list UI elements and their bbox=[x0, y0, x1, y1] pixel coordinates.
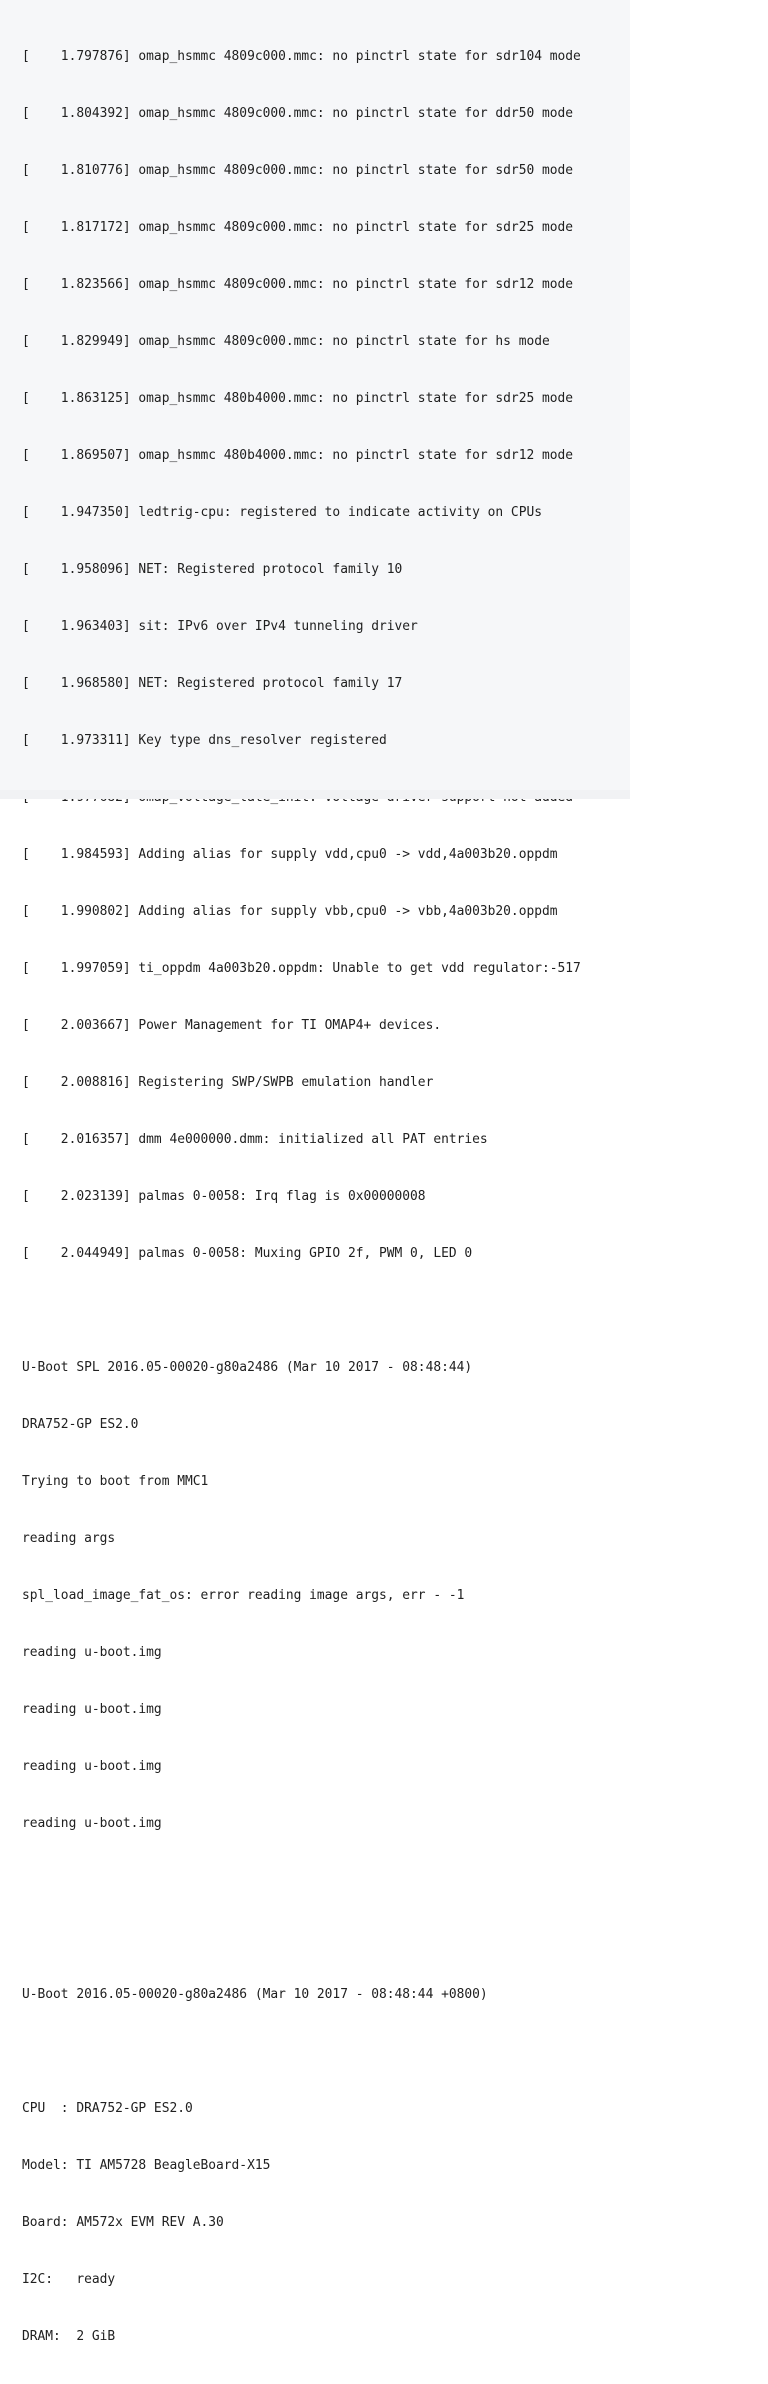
log-line: [ 1.968580] NET: Registered protocol family 17 bbox=[22, 676, 403, 691]
log-line: U-Boot SPL 2016.05-00020-g80a2486 (Mar 10 2017 - 08:48:44) bbox=[22, 1360, 473, 1375]
log-line: [ 1.797876] omap_hsmmc 4809c000.mmc: no pinctrl state for sdr104 mode bbox=[22, 49, 581, 64]
log-line: Board: AM572x EVM REV A.30 bbox=[22, 2215, 224, 2230]
console-log bbox=[22, 9, 581, 2384]
log-line bbox=[22, 1928, 581, 1947]
log-line: reading u-boot.img bbox=[22, 1702, 162, 1717]
log-line: [ 1.963403] sit: IPv6 over IPv4 tunneling driver bbox=[22, 619, 418, 634]
log-line: [ 1.810776] omap_hsmmc 4809c000.mmc: no pinctrl state for sdr50 mode bbox=[22, 163, 574, 178]
log-line: [ 1.984593] Adding alias for supply vdd,cpu0 -> vdd,4a003b20.oppdm bbox=[22, 847, 558, 862]
log-line: [ 1.804392] omap_hsmmc 4809c000.mmc: no pinctrl state for ddr50 mode bbox=[22, 106, 574, 121]
log-line: [ 1.990802] Adding alias for supply vbb,cpu0 -> vbb,4a003b20.oppdm bbox=[22, 904, 558, 919]
log-line: reading u-boot.img bbox=[22, 1816, 162, 1831]
log-line: reading u-boot.img bbox=[22, 1759, 162, 1774]
log-line: [ 1.947350] ledtrig-cpu: registered to indicate activity on CPUs bbox=[22, 505, 542, 520]
log-line bbox=[22, 1301, 581, 1320]
log-line: Trying to boot from MMC1 bbox=[22, 1474, 209, 1489]
log-line: DRAM: 2 GiB bbox=[22, 2329, 116, 2344]
log-line: [ 1.973311] Key type dns_resolver registered bbox=[22, 733, 387, 748]
log-line: CPU : DRA752-GP ES2.0 bbox=[22, 2101, 193, 2116]
log-line: [ 2.003667] Power Management for TI OMAP4+ devices. bbox=[22, 1018, 442, 1033]
log-line: [ 1.829949] omap_hsmmc 4809c000.mmc: no pinctrl state for hs mode bbox=[22, 334, 550, 349]
log-line: [ 1.823566] omap_hsmmc 4809c000.mmc: no pinctrl state for sdr12 mode bbox=[22, 277, 574, 292]
log-line: reading args bbox=[22, 1531, 116, 1546]
log-line: [ 1.863125] omap_hsmmc 480b4000.mmc: no pinctrl state for sdr25 mode bbox=[22, 391, 574, 406]
log-line: I2C: ready bbox=[22, 2272, 116, 2287]
log-line: [ 2.016357] dmm 4e000000.dmm: initialized all PAT entries bbox=[22, 1132, 488, 1147]
log-line: Model: TI AM5728 BeagleBoard-X15 bbox=[22, 2158, 271, 2173]
log-line: U-Boot 2016.05-00020-g80a2486 (Mar 10 2017 - 08:48:44 +0800) bbox=[22, 1987, 488, 2002]
log-line bbox=[22, 2042, 581, 2061]
log-line: [ 1.869507] omap_hsmmc 480b4000.mmc: no pinctrl state for sdr12 mode bbox=[22, 448, 574, 463]
log-line: [ 1.817172] omap_hsmmc 4809c000.mmc: no pinctrl state for sdr25 mode bbox=[22, 220, 574, 235]
log-line bbox=[22, 1871, 581, 1890]
log-line: [ 2.044949] palmas 0-0058: Muxing GPIO 2f, PWM 0, LED 0 bbox=[22, 1246, 473, 1261]
log-line: [ 1.997059] ti_oppdm 4a003b20.oppdm: Unable to get vdd regulator:-517 bbox=[22, 961, 581, 976]
blank-right-area bbox=[630, 0, 768, 799]
log-line: reading u-boot.img bbox=[22, 1645, 162, 1660]
log-line: [ 1.958096] NET: Registered protocol family 10 bbox=[22, 562, 403, 577]
bottom-edge bbox=[0, 790, 630, 799]
log-line: spl_load_image_fat_os: error reading image args, err - -1 bbox=[22, 1588, 465, 1603]
log-line: [ 2.023139] palmas 0-0058: Irq flag is 0x00000008 bbox=[22, 1189, 426, 1204]
log-line: DRA752-GP ES2.0 bbox=[22, 1417, 139, 1432]
log-line: [ 2.008816] Registering SWP/SWPB emulation handler bbox=[22, 1075, 434, 1090]
